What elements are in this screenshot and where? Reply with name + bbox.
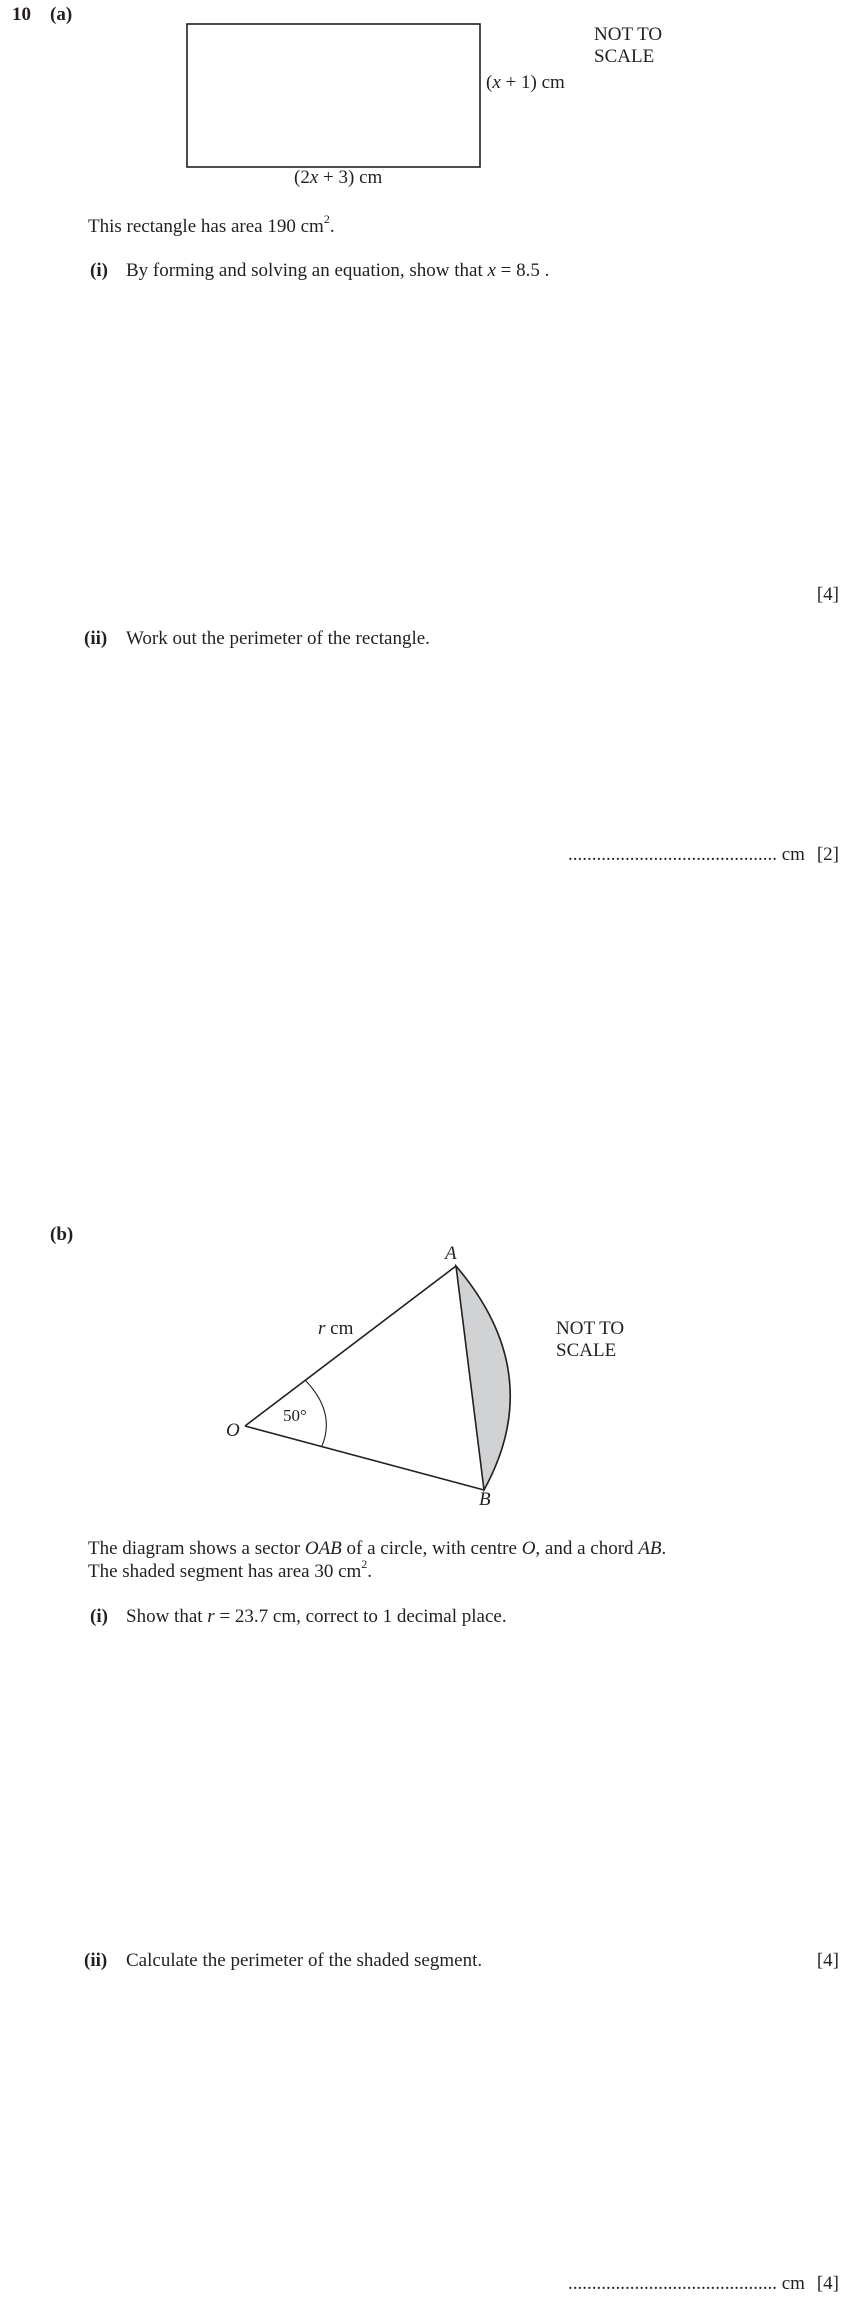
part-b-ii-label: (ii): [84, 1950, 108, 1971]
sector-diagram: [0, 1230, 853, 1520]
part-a-ii-text: Work out the perimeter of the rectangle.: [126, 628, 430, 649]
angle-label: 50°: [283, 1406, 307, 1425]
rectangle-bottom-label: (2x + 3) cm: [294, 167, 383, 188]
part-a-label: (a): [50, 4, 73, 25]
part-b-label: (b): [50, 1224, 74, 1245]
radius-label: r cm: [318, 1318, 354, 1339]
angle-arc: [305, 1380, 326, 1446]
part-b-i-marks: [4]: [816, 1950, 839, 1971]
part-b-stem-line2: The shaded segment has area 30 $cm^2$.: [88, 1556, 373, 1582]
point-a-label: A: [445, 1243, 457, 1264]
part-a-ii-label: (ii): [84, 628, 108, 649]
part-b-stem-line1: The diagram shows a sector OAB of a circle, with centre O, and a chord AB.: [88, 1538, 667, 1559]
part-a-i-text: By forming and solving an equation, show that x = 8.5 .: [126, 260, 550, 281]
rectangle-side-label: (x + 1) cm: [486, 72, 565, 93]
part-a-ii-marks: [2]: [816, 844, 839, 865]
point-b-label: B: [479, 1489, 491, 1510]
rectangle-shape: [187, 24, 480, 167]
part-b-ii-answer-line[interactable]: ............................................ cm: [568, 2273, 805, 2294]
part-a-stem: This rectangle has area 190 $cm^2$.: [88, 211, 335, 237]
part-b-i-label: (i): [90, 1606, 108, 1627]
part-a-i-label: (i): [90, 260, 108, 281]
part-b-ii-marks: [4]: [816, 2273, 839, 2294]
shaded-segment: [456, 1266, 510, 1490]
not-to-scale-note-a: NOT TO SCALE: [594, 24, 663, 67]
radius-OA: [245, 1266, 456, 1426]
question-number: 10: [12, 4, 31, 25]
rectangle-diagram: [0, 0, 853, 200]
part-a-ii-answer-line[interactable]: ............................................ cm: [568, 844, 805, 865]
radius-OB: [245, 1426, 484, 1490]
part-b-i-text: Show that r = 23.7 cm, correct to 1 decimal place.: [126, 1606, 507, 1627]
part-b-ii-text: Calculate the perimeter of the shaded segment.: [126, 1950, 483, 1971]
not-to-scale-note-b: NOT TO SCALE: [556, 1318, 625, 1361]
point-o-label: O: [226, 1420, 240, 1441]
part-a-i-marks: [4]: [816, 584, 839, 605]
